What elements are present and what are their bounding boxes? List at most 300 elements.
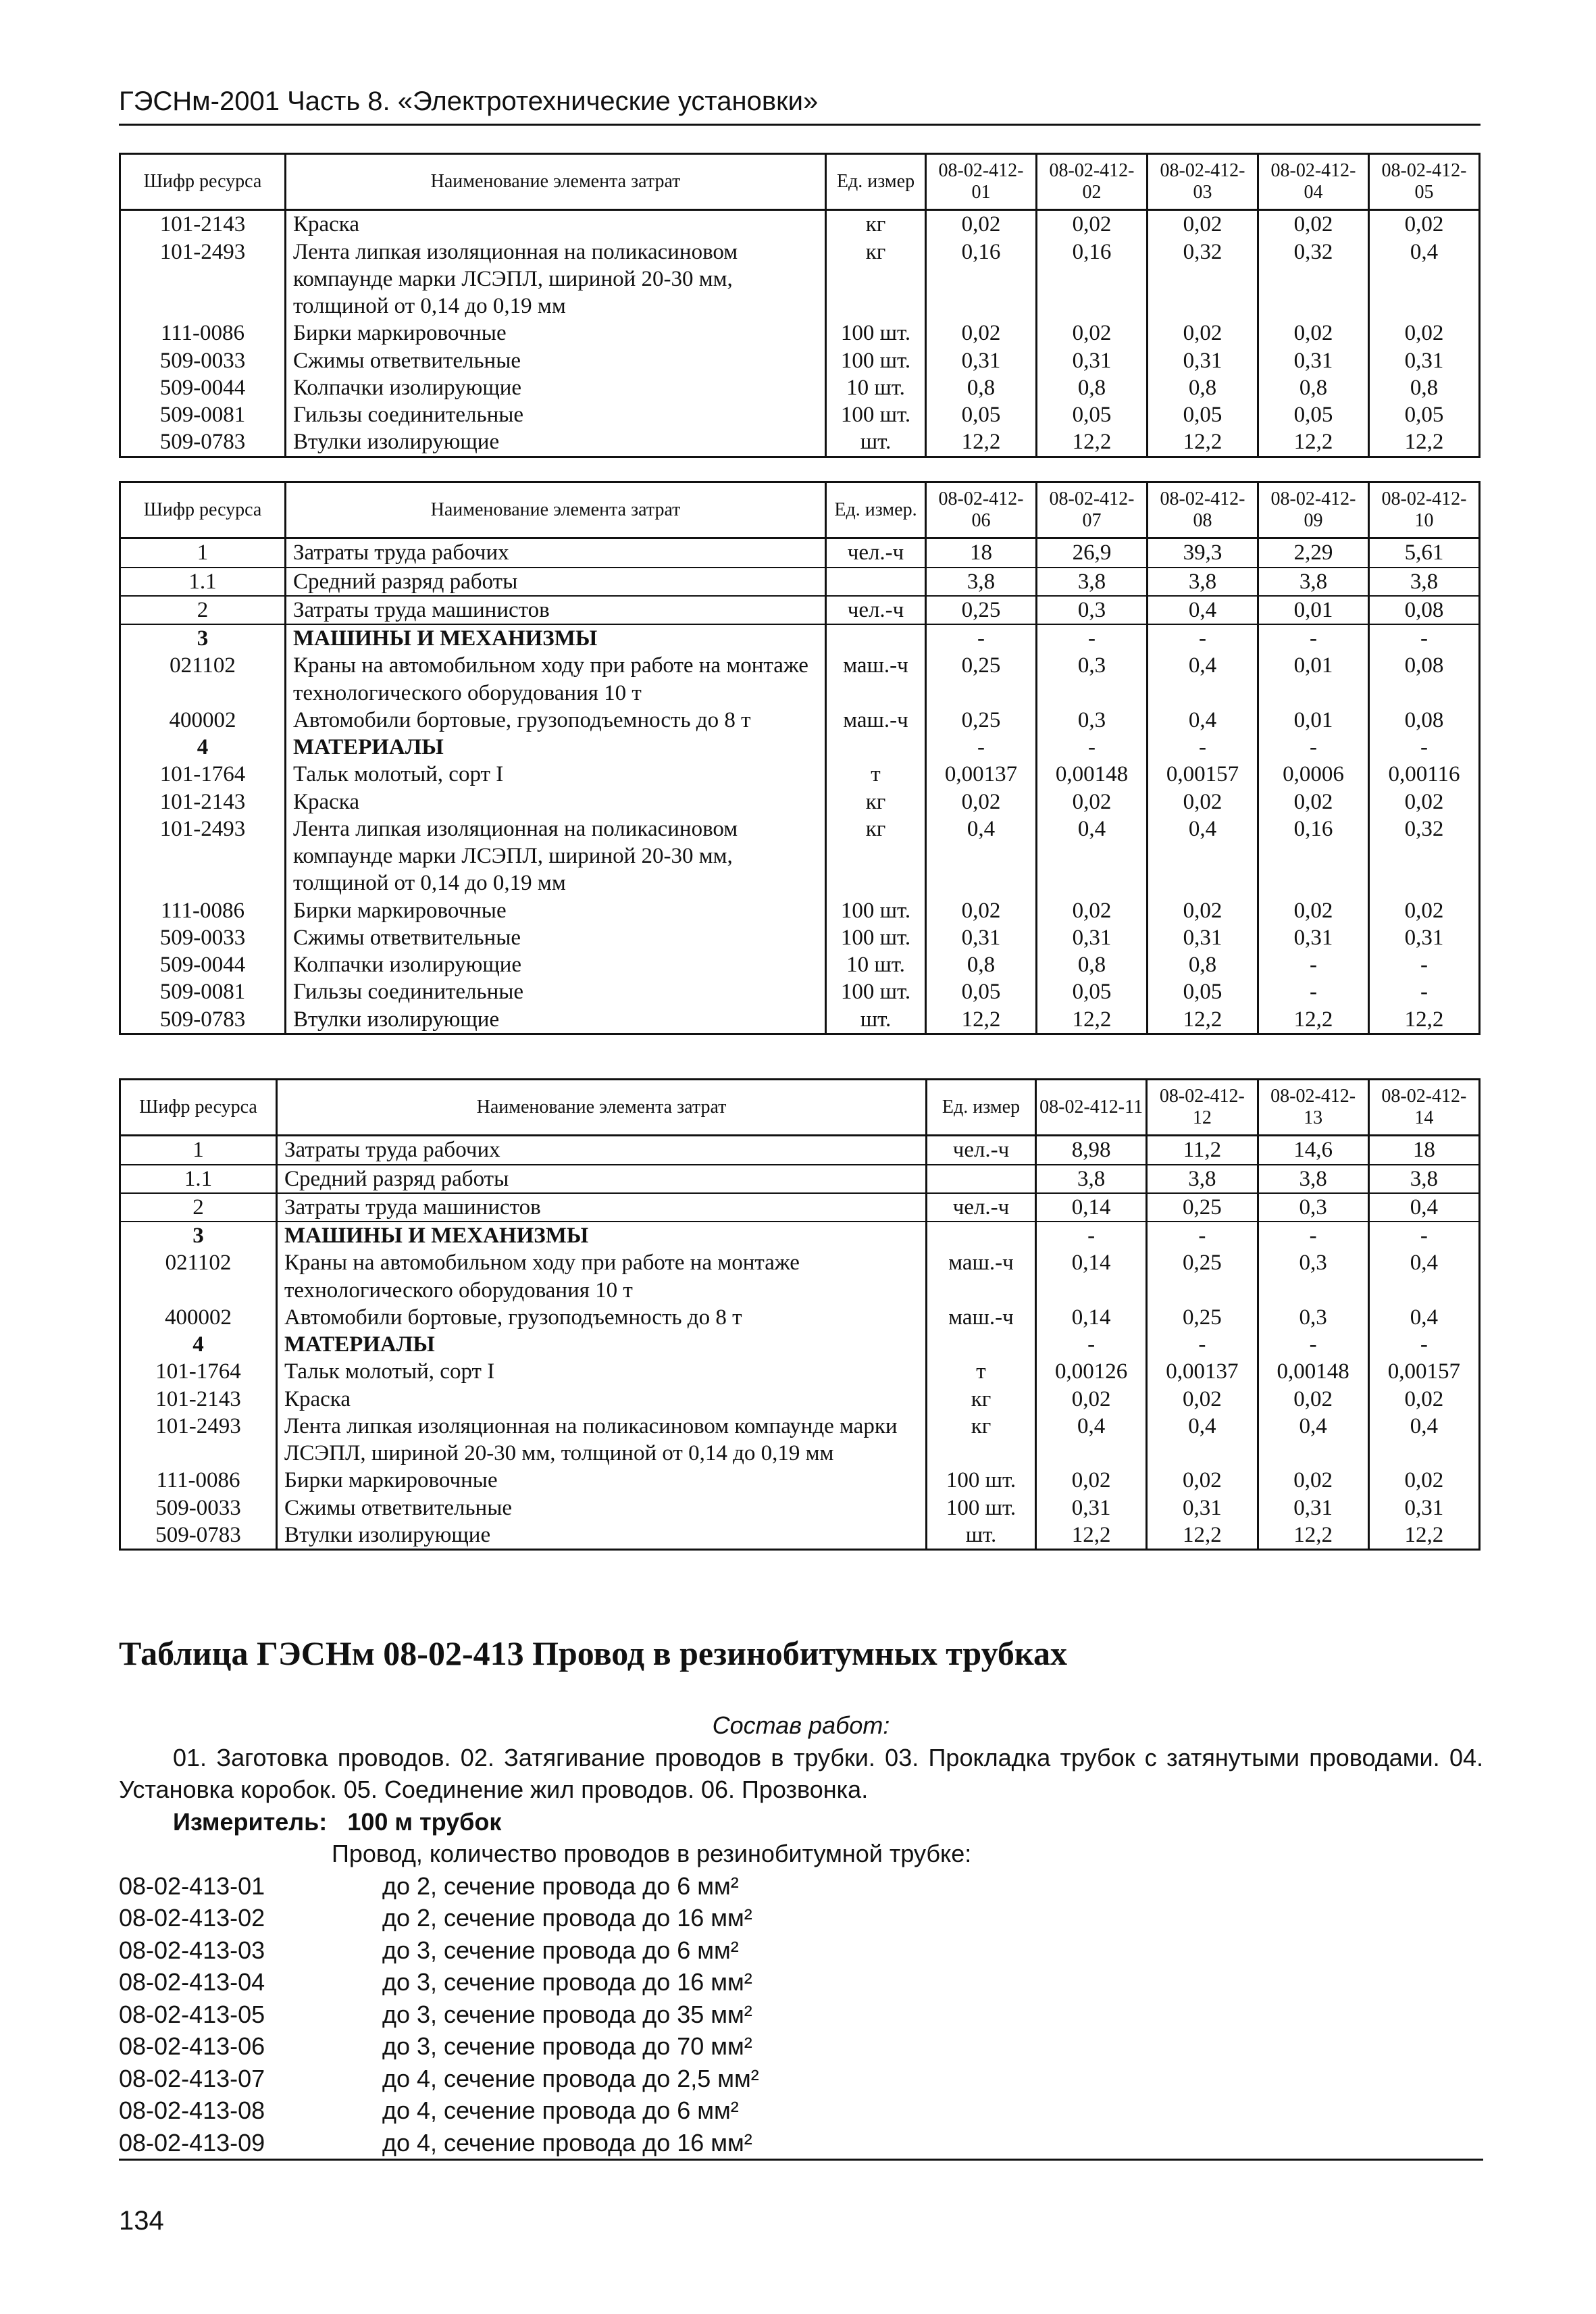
value-cell: 0,32 [1148, 238, 1258, 320]
column-header: Шифр ресурса [120, 154, 286, 210]
value-cell: 12,2 [1148, 428, 1258, 457]
resource-code: 509-0044 [120, 951, 286, 978]
unit-cell: 100 шт. [826, 347, 926, 374]
value-cell: 0,31 [1147, 1494, 1258, 1521]
page-number: 134 [119, 2206, 164, 2236]
value-cell: 0,05 [1258, 401, 1369, 428]
value-cell: 0,3 [1258, 1249, 1368, 1304]
table-header-row [120, 154, 1480, 210]
section-title: Таблица ГЭСНм 08-02-413 Провод в резинобитумных трубках [119, 1634, 1067, 1672]
value-cell: 0,31 [1037, 924, 1148, 951]
value-cell: 0,02 [1258, 210, 1369, 238]
unit-cell [826, 568, 926, 596]
page-header [119, 86, 1481, 126]
column-header: Наименование элемента затрат [286, 482, 826, 538]
resource-code: 021102 [120, 652, 286, 707]
resource-table-3 [119, 1078, 1481, 1551]
value-cell: 0,4 [1368, 1413, 1479, 1467]
unit-cell: 100 шт. [826, 924, 926, 951]
value-cell: 0,02 [1258, 320, 1369, 347]
value-cell: 0,31 [1148, 347, 1258, 374]
table-row [120, 1222, 1480, 1249]
resource-code: 101-1764 [120, 1358, 277, 1385]
value-cell: 0,02 [1148, 320, 1258, 347]
resource-code: 400002 [120, 1304, 277, 1331]
cost-item-name: Краны на автомобильном ходу при работе на монтаже технологического оборудования 10 т [286, 652, 826, 707]
value-cell: - [1147, 1222, 1258, 1249]
value-cell: 0,02 [1258, 788, 1369, 815]
resource-code: 101-2493 [120, 1413, 277, 1467]
value-cell: 12,2 [1147, 1521, 1258, 1550]
column-header: 08-02-412-11 [1036, 1080, 1147, 1136]
value-cell: 0,31 [1148, 924, 1258, 951]
resource-table-1 [119, 153, 1481, 458]
value-cell: 3,8 [1258, 1165, 1368, 1193]
value-cell: - [1369, 734, 1480, 761]
unit-cell: маш.-ч [826, 652, 926, 707]
cost-item-name: Сжимы ответвительные [286, 347, 826, 374]
column-header: Ед. измер [927, 1080, 1036, 1136]
value-cell: 0,8 [1148, 951, 1258, 978]
value-cell: 12,2 [1368, 1521, 1479, 1550]
unit-cell: чел.-ч [826, 538, 926, 568]
unit-cell: маш.-ч [927, 1304, 1036, 1331]
resource-code: 509-0783 [120, 1006, 286, 1034]
cost-item-name: Затраты труда машинистов [286, 596, 826, 624]
value-cell: 0,31 [1258, 347, 1369, 374]
value-cell: 0,8 [1037, 951, 1148, 978]
value-cell: 0,02 [1037, 897, 1148, 924]
unit-cell: кг [826, 788, 926, 815]
value-cell: 0,02 [1258, 1386, 1368, 1413]
value-cell: - [1258, 951, 1369, 978]
works-text: 01. Заготовка проводов. 02. Затягивание проводов в трубки. 03. Прокладка трубок с затянутыми проводами. 04. Установка коробок. 05. Соединение жил проводов. 06. Прозвонка. [119, 1743, 1483, 1804]
value-cell: 0,14 [1036, 1304, 1147, 1331]
value-cell: 12,2 [1258, 428, 1369, 457]
value-cell: - [1368, 1331, 1479, 1358]
table-row [120, 538, 1480, 568]
value-cell: 0,14 [1036, 1249, 1147, 1304]
cost-item-name: Краска [286, 210, 826, 238]
value-cell: 0,00157 [1148, 761, 1258, 788]
value-cell: - [1037, 624, 1148, 652]
value-cell: 11,2 [1147, 1136, 1258, 1165]
resource-code: 3 [120, 624, 286, 652]
value-cell: 0,4 [1368, 1249, 1479, 1304]
resource-code: 101-1764 [120, 761, 286, 788]
value-cell: - [1258, 734, 1369, 761]
value-cell: 0,25 [926, 652, 1037, 707]
table-row [120, 1358, 1480, 1385]
resource-code: 111-0086 [120, 320, 286, 347]
value-cell: 0,02 [1368, 1386, 1479, 1413]
table-row [120, 1136, 1480, 1165]
unit-cell: 100 шт. [826, 401, 926, 428]
cost-item-name: Краны на автомобильном ходу при работе на монтаже технологического оборудования 10 т [277, 1249, 927, 1304]
value-cell: 3,8 [1368, 1165, 1479, 1193]
unit-cell: шт. [927, 1521, 1036, 1550]
resource-code: 111-0086 [120, 897, 286, 924]
value-cell: 0,02 [1037, 210, 1148, 238]
unit-cell [826, 624, 926, 652]
table-row [120, 210, 1480, 238]
table-row [120, 596, 1480, 624]
value-cell: 0,4 [1037, 815, 1148, 897]
value-cell: 3,8 [1147, 1165, 1258, 1193]
item-code: 08-02-413-05 [119, 2000, 265, 2028]
cost-item-name: Колпачки изолирующие [286, 951, 826, 978]
value-cell: 3,8 [1036, 1165, 1147, 1193]
resource-code: 509-0033 [120, 1494, 277, 1521]
value-cell: 0,02 [1148, 897, 1258, 924]
value-cell: 0,02 [1037, 788, 1148, 815]
resource-code: 101-2143 [120, 788, 286, 815]
column-header: 08-02-412-14 [1368, 1080, 1479, 1136]
value-cell: 0,08 [1369, 596, 1480, 624]
value-cell: - [1148, 734, 1258, 761]
unit-cell [826, 734, 926, 761]
value-cell: 18 [926, 538, 1037, 568]
unit-cell: шт. [826, 1006, 926, 1034]
value-cell: 3,8 [1369, 568, 1480, 596]
unit-cell [927, 1165, 1036, 1193]
cost-item-name: Бирки маркировочные [286, 320, 826, 347]
resource-code: 2 [120, 1193, 277, 1222]
value-cell: 0,31 [926, 924, 1037, 951]
value-cell: 0,16 [1258, 815, 1369, 897]
cost-item-name: Лента липкая изоляционная на поликасиновом компаунде марки ЛСЭПЛ, шириной 20-30 мм, толщиной от 0,14 до 0,19 мм [277, 1413, 927, 1467]
cost-item-name: Втулки изолирующие [277, 1521, 927, 1550]
value-cell: - [1036, 1331, 1147, 1358]
value-cell: 0,05 [1148, 401, 1258, 428]
value-cell: 0,02 [1036, 1386, 1147, 1413]
value-cell: 0,02 [1258, 897, 1369, 924]
value-cell: 0,8 [1037, 374, 1148, 401]
value-cell: 0,00126 [1036, 1358, 1147, 1385]
value-cell: 12,2 [1037, 428, 1148, 457]
value-cell: 0,02 [1369, 897, 1480, 924]
unit-cell: 100 шт. [927, 1467, 1036, 1494]
value-cell: 0,25 [926, 707, 1037, 734]
list-item [119, 2094, 1483, 2127]
table-row [120, 788, 1480, 815]
value-cell: 0,05 [1037, 401, 1148, 428]
unit-cell: шт. [826, 428, 926, 457]
value-cell: 0,3 [1258, 1193, 1368, 1222]
value-cell: 0,02 [1148, 210, 1258, 238]
unit-cell: 10 шт. [826, 374, 926, 401]
value-cell: 0,14 [1036, 1193, 1147, 1222]
column-header: Ед. измер. [826, 482, 926, 538]
table-row [120, 320, 1480, 347]
resource-code: 101-2493 [120, 238, 286, 320]
item-description: до 3, сечение провода до 16 мм² [382, 1968, 752, 1996]
resource-code: 4 [120, 1331, 277, 1358]
cost-item-name: Средний разряд работы [277, 1165, 927, 1193]
value-cell: 0,05 [1369, 401, 1480, 428]
value-cell: 0,31 [1036, 1494, 1147, 1521]
table-header-row [120, 482, 1480, 538]
item-code: 08-02-413-03 [119, 1936, 265, 1964]
meter-line [119, 1806, 1483, 1838]
table-row [120, 428, 1480, 457]
cost-item-name: МАТЕРИАЛЫ [286, 734, 826, 761]
column-header: 08-02-412-01 [926, 154, 1037, 210]
value-cell: 0,4 [1258, 1413, 1368, 1467]
resource-code: 101-2493 [120, 815, 286, 897]
cost-item-name: Втулки изолирующие [286, 1006, 826, 1034]
table-row [120, 1193, 1480, 1222]
value-cell: 0,3 [1037, 652, 1148, 707]
value-cell: 12,2 [1369, 428, 1480, 457]
resource-code: 509-0033 [120, 347, 286, 374]
value-cell: 0,8 [926, 374, 1037, 401]
value-cell: 5,61 [1369, 538, 1480, 568]
resource-code: 509-0044 [120, 374, 286, 401]
list-item [119, 1902, 1483, 1934]
value-cell: 26,9 [1037, 538, 1148, 568]
value-cell: - [1148, 624, 1258, 652]
item-description: до 3, сечение провода до 70 мм² [382, 2032, 752, 2061]
value-cell: 0,05 [1148, 978, 1258, 1005]
value-cell: 0,32 [1369, 815, 1480, 897]
value-cell: 0,05 [926, 978, 1037, 1005]
unit-cell: маш.-ч [927, 1249, 1036, 1304]
codes-lead: Провод, количество проводов в резинобитумной трубке: [332, 1840, 972, 1868]
resource-table-2 [119, 481, 1481, 1035]
section-body [119, 1709, 1483, 2161]
list-item [119, 1870, 1483, 1903]
value-cell: - [1258, 624, 1369, 652]
cost-item-name: Средний разряд работы [286, 568, 826, 596]
resource-code: 1 [120, 538, 286, 568]
value-cell: 0,02 [1148, 788, 1258, 815]
value-cell: 0,00157 [1368, 1358, 1479, 1385]
value-cell: 0,01 [1258, 707, 1369, 734]
column-header: 08-02-412-08 [1148, 482, 1258, 538]
value-cell: 0,31 [1037, 347, 1148, 374]
cost-item-name: Сжимы ответвительные [286, 924, 826, 951]
unit-cell: 100 шт. [927, 1494, 1036, 1521]
table-row [120, 951, 1480, 978]
cost-item-name: Автомобили бортовые, грузоподъемность до 8 т [277, 1304, 927, 1331]
item-description: до 3, сечение провода до 6 мм² [382, 1936, 739, 1964]
value-cell: 0,25 [1147, 1249, 1258, 1304]
value-cell: 0,4 [1147, 1413, 1258, 1467]
value-cell: 0,08 [1369, 707, 1480, 734]
unit-cell [927, 1222, 1036, 1249]
value-cell: 0,25 [1147, 1193, 1258, 1222]
resource-code: 021102 [120, 1249, 277, 1304]
value-cell: 0,00148 [1258, 1358, 1368, 1385]
meter-label: Измеритель: [173, 1807, 328, 1836]
value-cell: 0,31 [1258, 1494, 1368, 1521]
value-cell: 0,4 [1036, 1413, 1147, 1467]
resource-code: 2 [120, 596, 286, 624]
cost-item-name: Гильзы соединительные [286, 978, 826, 1005]
value-cell: 0,02 [926, 897, 1037, 924]
table-row [120, 624, 1480, 652]
value-cell: 0,25 [926, 596, 1037, 624]
value-cell: - [1258, 1331, 1368, 1358]
column-header: Наименование элемента затрат [277, 1080, 927, 1136]
column-header: Ед. измер [826, 154, 926, 210]
item-description: до 3, сечение провода до 35 мм² [382, 2000, 752, 2028]
value-cell: 0,4 [1369, 238, 1480, 320]
column-header: 08-02-412-02 [1037, 154, 1148, 210]
item-description: до 2, сечение провода до 6 мм² [382, 1871, 739, 1900]
resource-code: 101-2143 [120, 210, 286, 238]
item-code: 08-02-413-04 [119, 1968, 265, 1996]
value-cell: 3,8 [1148, 568, 1258, 596]
cost-item-name: Втулки изолирующие [286, 428, 826, 457]
value-cell: 0,8 [1148, 374, 1258, 401]
value-cell: - [926, 624, 1037, 652]
column-header: 08-02-412-04 [1258, 154, 1369, 210]
works-subtitle: Состав работ: [712, 1711, 890, 1739]
resource-code: 509-0081 [120, 401, 286, 428]
column-header: 08-02-412-05 [1369, 154, 1480, 210]
list-item [119, 2127, 1483, 2159]
table-row [120, 568, 1480, 596]
value-cell: - [1368, 1222, 1479, 1249]
unit-cell: 100 шт. [826, 320, 926, 347]
resource-code: 509-0081 [120, 978, 286, 1005]
unit-cell: маш.-ч [826, 707, 926, 734]
value-cell: 39,3 [1148, 538, 1258, 568]
value-cell: 0,02 [1147, 1467, 1258, 1494]
value-cell: 0,31 [1369, 924, 1480, 951]
value-cell: 2,29 [1258, 538, 1369, 568]
cost-item-name: Бирки маркировочные [277, 1467, 927, 1494]
item-code: 08-02-413-01 [119, 1871, 265, 1900]
value-cell: 0,4 [1368, 1193, 1479, 1222]
value-cell: 3,8 [926, 568, 1037, 596]
value-cell: - [1147, 1331, 1258, 1358]
value-cell: - [1369, 978, 1480, 1005]
list-item [119, 1966, 1483, 1998]
value-cell: 0,8 [1258, 374, 1369, 401]
value-cell: 0,01 [1258, 652, 1369, 707]
page-header-title: ГЭСНм-2001 Часть 8. «Электротехнические установки» [119, 86, 819, 116]
column-header: 08-02-412-06 [926, 482, 1037, 538]
value-cell: 0,02 [1369, 320, 1480, 347]
value-cell: 0,16 [926, 238, 1037, 320]
value-cell: 12,2 [1037, 1006, 1148, 1034]
table-row [120, 924, 1480, 951]
list-item [119, 1934, 1483, 1967]
table-row [120, 652, 1480, 707]
table-row [120, 1006, 1480, 1034]
value-cell: 0,8 [926, 951, 1037, 978]
list-item [119, 1998, 1483, 2031]
value-cell: 0,4 [1148, 815, 1258, 897]
cost-item-name: Автомобили бортовые, грузоподъемность до 8 т [286, 707, 826, 734]
cost-item-name: Краска [286, 788, 826, 815]
value-cell: 0,4 [926, 815, 1037, 897]
table-row [120, 1165, 1480, 1193]
column-header: 08-02-412-03 [1148, 154, 1258, 210]
resource-code: 400002 [120, 707, 286, 734]
value-cell: - [1258, 978, 1369, 1005]
value-cell: 0,16 [1037, 238, 1148, 320]
value-cell: 0,05 [926, 401, 1037, 428]
resource-code: 1 [120, 1136, 277, 1165]
cost-item-name: МАШИНЫ И МЕХАНИЗМЫ [286, 624, 826, 652]
table-row [120, 238, 1480, 320]
resource-code: 4 [120, 734, 286, 761]
column-header: 08-02-412-09 [1258, 482, 1369, 538]
value-cell: 0,3 [1258, 1304, 1368, 1331]
value-cell: 0,4 [1148, 596, 1258, 624]
value-cell: 0,01 [1258, 596, 1369, 624]
resource-code: 1.1 [120, 1165, 277, 1193]
meter-value: 100 м трубок [347, 1807, 502, 1836]
unit-cell: кг [927, 1413, 1036, 1467]
value-cell: 0,00116 [1369, 761, 1480, 788]
column-header: 08-02-412-07 [1037, 482, 1148, 538]
table-row [120, 1331, 1480, 1358]
item-code: 08-02-413-06 [119, 2032, 265, 2061]
table-row [120, 734, 1480, 761]
unit-cell: кг [927, 1386, 1036, 1413]
list-item [119, 2063, 1483, 2095]
table-row [120, 1467, 1480, 1494]
cost-item-name: Затраты труда рабочих [286, 538, 826, 568]
value-cell: 0,31 [1369, 347, 1480, 374]
table-row [120, 1304, 1480, 1331]
value-cell: - [1037, 734, 1148, 761]
item-description: до 2, сечение провода до 16 мм² [382, 1904, 752, 1932]
unit-cell: 100 шт. [826, 897, 926, 924]
value-cell: - [1369, 951, 1480, 978]
cost-item-name: Лента липкая изоляционная на поликасиновом компаунде марки ЛСЭПЛ, шириной 20-30 мм, толщиной от 0,14 до 0,19 мм [286, 815, 826, 897]
unit-cell [927, 1331, 1036, 1358]
value-cell: 0,00148 [1037, 761, 1148, 788]
value-cell: 0,02 [1369, 210, 1480, 238]
resource-code: 111-0086 [120, 1467, 277, 1494]
resource-code: 509-0033 [120, 924, 286, 951]
column-header: Шифр ресурса [120, 1080, 277, 1136]
value-cell: 0,0006 [1258, 761, 1369, 788]
item-description: до 4, сечение провода до 6 мм² [382, 2096, 739, 2125]
value-cell: - [1036, 1222, 1147, 1249]
cost-item-name: Тальк молотый, сорт I [286, 761, 826, 788]
table-row [120, 1249, 1480, 1304]
value-cell: 0,02 [926, 788, 1037, 815]
unit-cell: 10 шт. [826, 951, 926, 978]
resource-code: 509-0783 [120, 428, 286, 457]
value-cell: 0,02 [1147, 1386, 1258, 1413]
value-cell: - [926, 734, 1037, 761]
value-cell: 0,08 [1369, 652, 1480, 707]
cost-item-name: Бирки маркировочные [286, 897, 826, 924]
value-cell: 0,02 [926, 320, 1037, 347]
unit-cell: кг [826, 210, 926, 238]
unit-cell: кг [826, 238, 926, 320]
value-cell: 0,00137 [1147, 1358, 1258, 1385]
value-cell: 14,6 [1258, 1136, 1368, 1165]
item-code: 08-02-413-07 [119, 2064, 265, 2092]
table-row [120, 1521, 1480, 1550]
value-cell: 0,31 [1258, 924, 1369, 951]
value-cell: 0,25 [1147, 1304, 1258, 1331]
unit-cell: чел.-ч [927, 1193, 1036, 1222]
column-header: 08-02-412-10 [1369, 482, 1480, 538]
item-description: до 4, сечение провода до 16 мм² [382, 2128, 752, 2157]
column-header: 08-02-412-12 [1147, 1080, 1258, 1136]
cost-item-name: Тальк молотый, сорт I [277, 1358, 927, 1385]
